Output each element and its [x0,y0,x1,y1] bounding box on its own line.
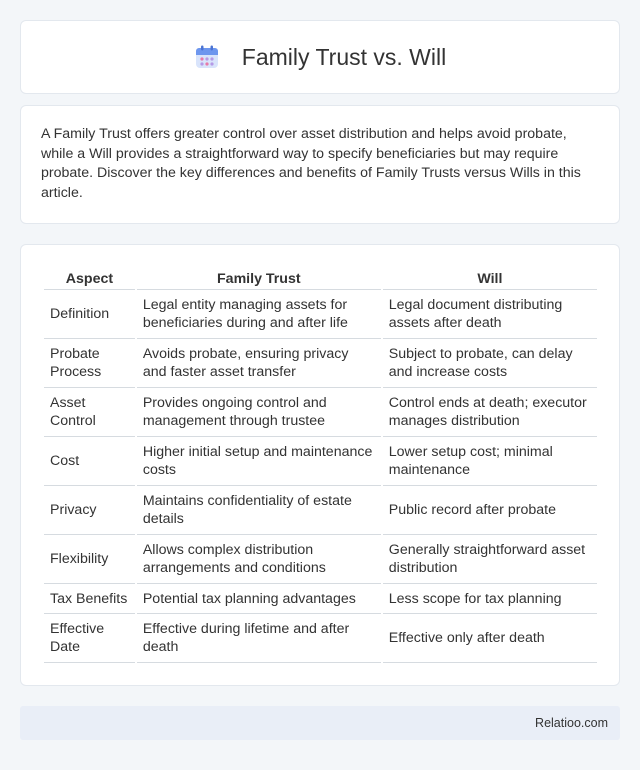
table-row [44,486,597,535]
footer-brand: Relatioo.com [535,716,608,730]
will-cell: Less scope for tax planning [383,584,597,614]
will-cell: Generally straightforward asset distribution [383,535,597,584]
table-row [44,437,597,486]
will-cell: Legal document distributing assets after death [383,290,597,339]
table-row [44,535,597,584]
header-card [20,20,620,94]
table-header-row [44,264,597,290]
page-title: Family Trust vs. Will [241,43,447,70]
intro-paragraph: A Family Trust offers greater control over asset distribution and helps avoid probate, while a Will provides a straightforward way to specify beneficiaries but may require probate. Discover the key differences and benefits of Family Trusts versus Wills in this article. [41,126,581,201]
will-cell: Public record after probate [383,486,597,535]
comparison-table [42,264,599,663]
will-cell: Subject to probate, can delay and increase costs [383,339,597,388]
trust-cell: Potential tax planning advantages [137,584,381,614]
aspect-cell: Cost [44,437,135,486]
trust-cell: Maintains confidentiality of estate details [137,486,381,535]
intro-card [20,105,620,224]
trust-cell: Avoids probate, ensuring privacy and faster asset transfer [137,339,381,388]
column-header-aspect: Aspect [44,264,135,290]
aspect-cell: Probate Process [44,339,135,388]
aspect-cell: Privacy [44,486,135,535]
table-row [44,290,597,339]
comparison-card [20,244,620,686]
calendar-icon [194,44,220,70]
aspect-cell: Tax Benefits [44,584,135,614]
trust-cell: Legal entity managing assets for beneficiaries during and after life [137,290,381,339]
column-header-will: Will [383,264,597,290]
aspect-cell: Effective Date [44,614,135,663]
table-row [44,584,597,614]
aspect-cell: Asset Control [44,388,135,437]
table-row [44,339,597,388]
table-row [44,388,597,437]
trust-cell: Provides ongoing control and management through trustee [137,388,381,437]
trust-cell: Effective during lifetime and after death [137,614,381,663]
trust-cell: Allows complex distribution arrangements and conditions [137,535,381,584]
footer-bar [20,706,620,740]
column-header-family-trust: Family Trust [137,264,381,290]
aspect-cell: Flexibility [44,535,135,584]
will-cell: Effective only after death [383,614,597,663]
will-cell: Lower setup cost; minimal maintenance [383,437,597,486]
will-cell: Control ends at death; executor manages distribution [383,388,597,437]
aspect-cell: Definition [44,290,135,339]
trust-cell: Higher initial setup and maintenance costs [137,437,381,486]
table-row [44,614,597,663]
